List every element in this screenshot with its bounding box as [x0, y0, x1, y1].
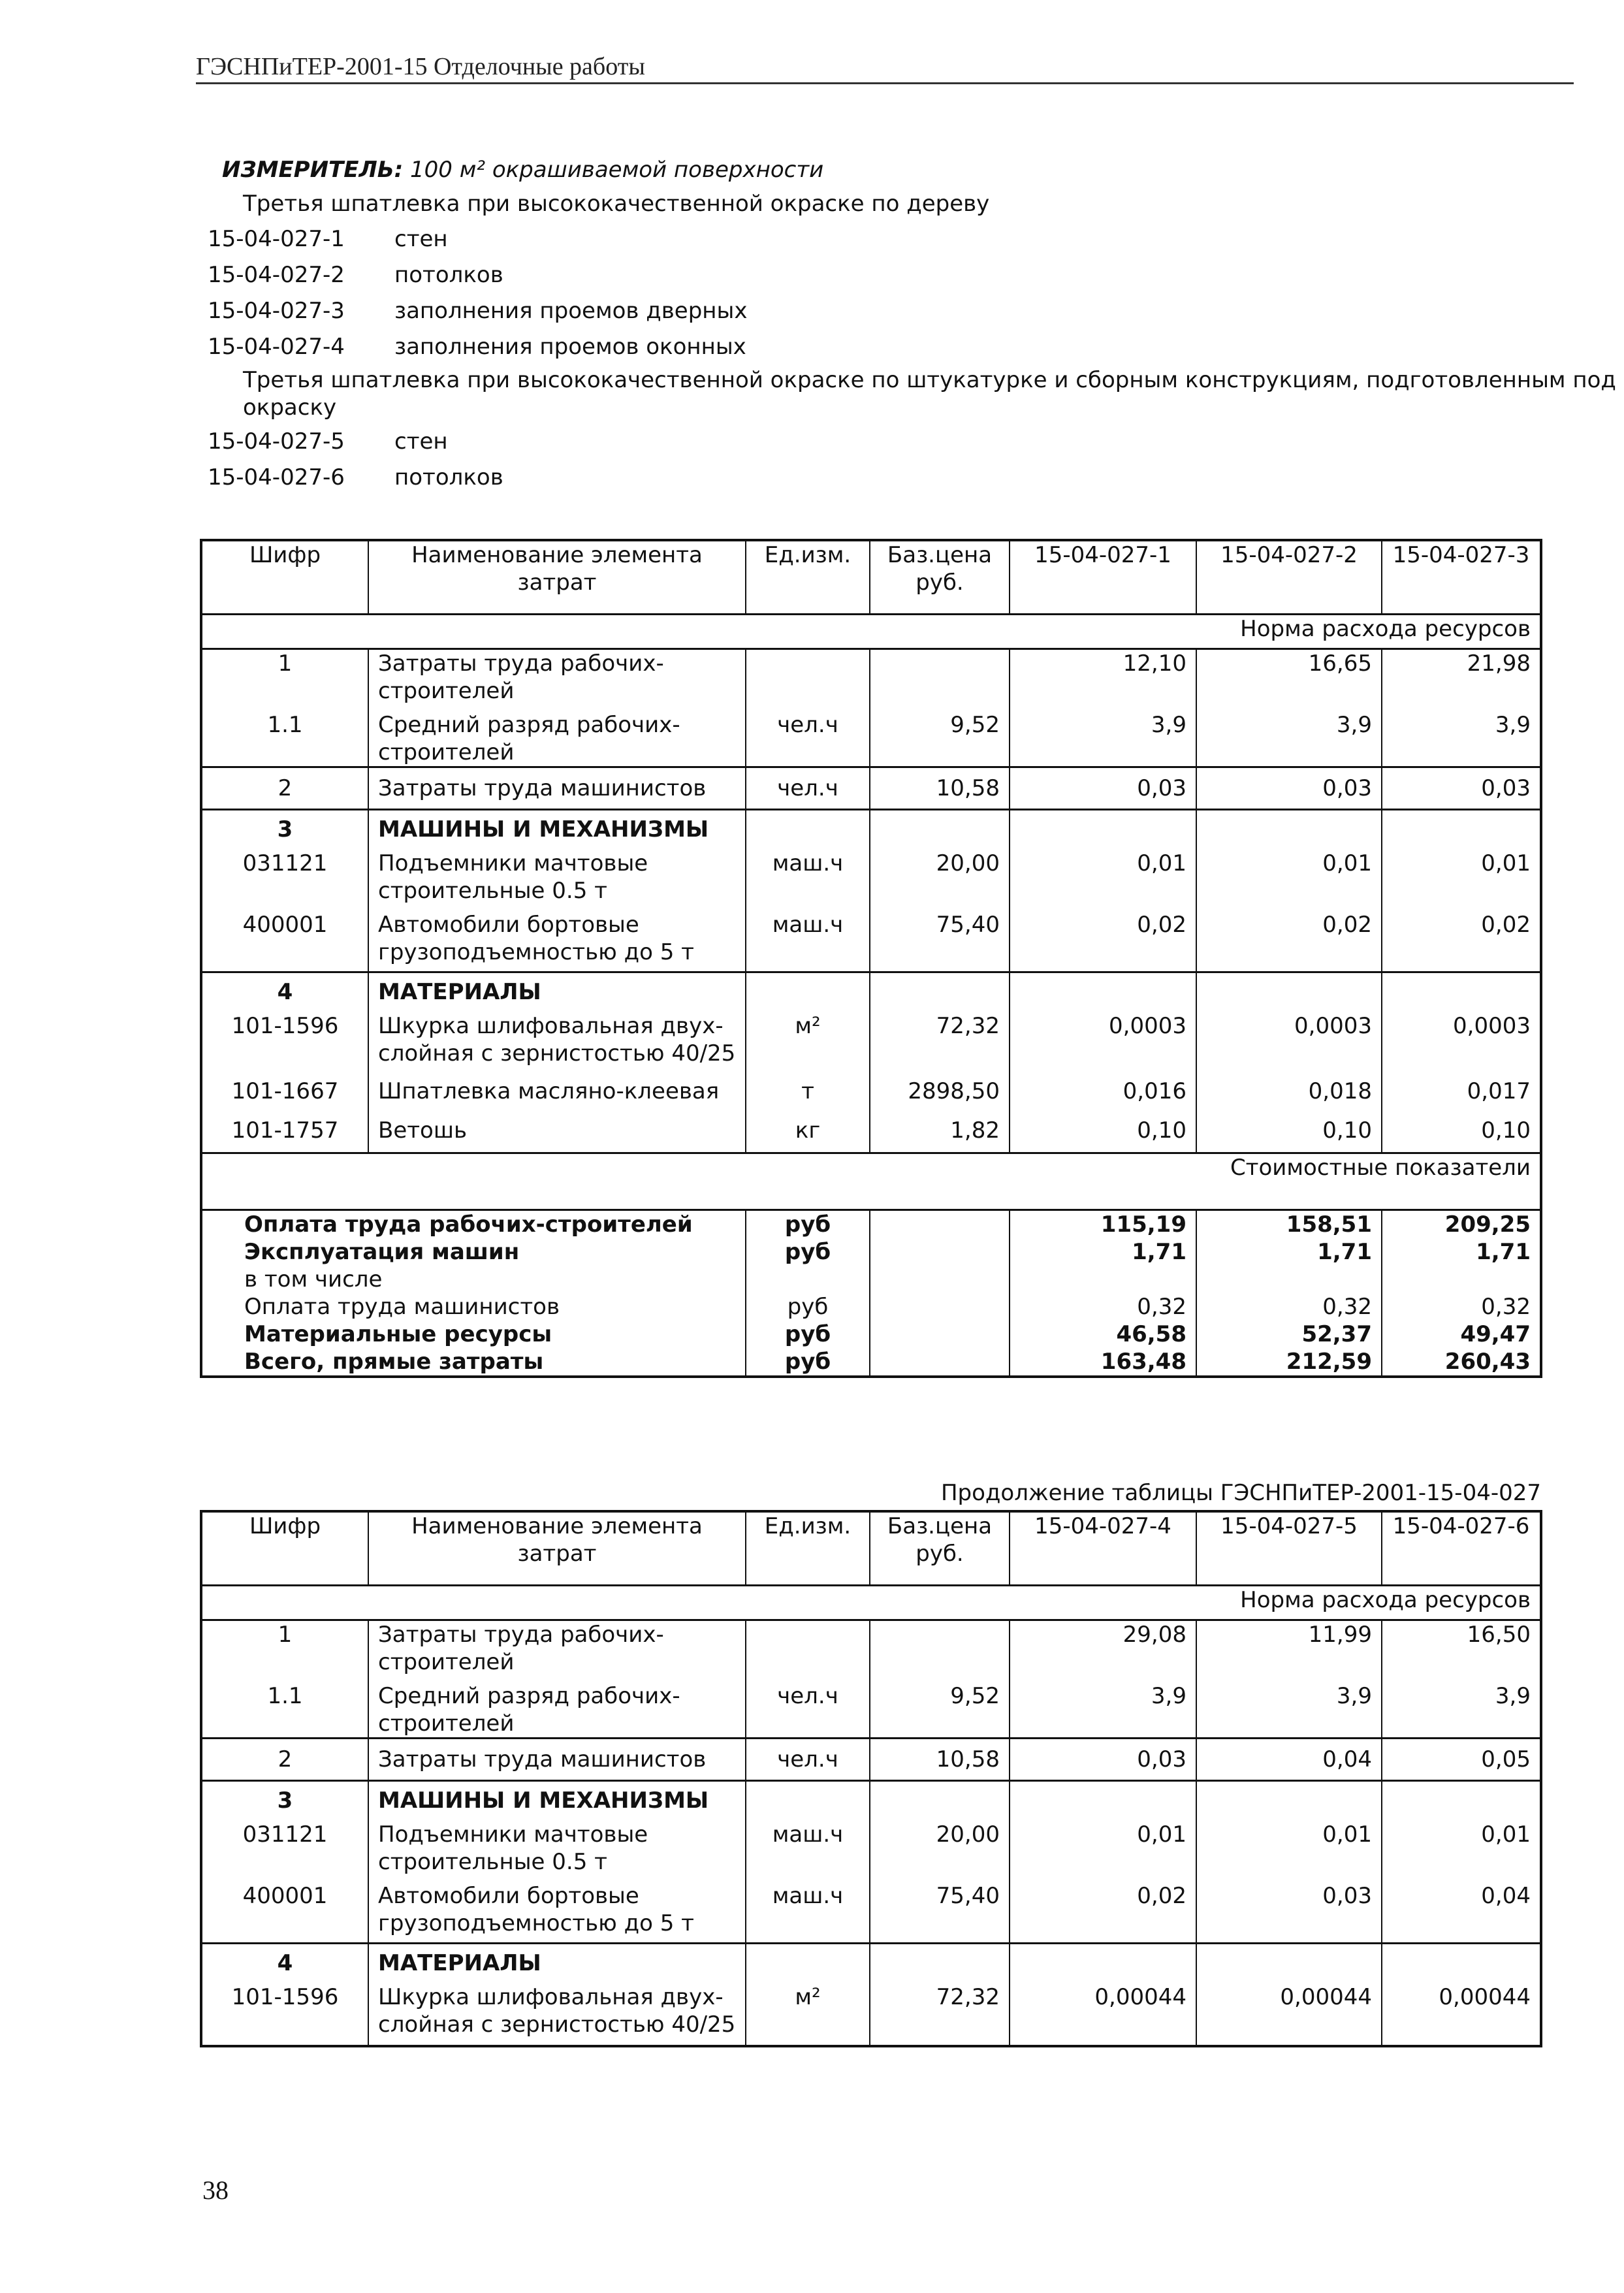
row-price: 1,82: [870, 1105, 1010, 1153]
row-unit: чел.ч: [746, 1739, 870, 1781]
totals-value: 158,51: [1196, 1210, 1382, 1239]
table-row: [201, 1105, 1541, 1153]
row-value: 0,01: [1382, 1814, 1541, 1876]
cost-label: Стоимостные показатели: [201, 1153, 1541, 1210]
group2-item: стен: [394, 428, 448, 455]
row-unit: чел.ч: [746, 1676, 870, 1739]
group1-code: 15-04-027-3: [208, 298, 345, 324]
row-value: 0,00044: [1382, 1977, 1541, 2046]
row-code: 2: [201, 1739, 368, 1781]
row-name: [368, 1814, 746, 1876]
row-unit: чел.ч: [746, 767, 870, 810]
totals-row: [201, 1348, 1541, 1377]
row-value: 0,018: [1196, 1067, 1382, 1105]
row-name: [368, 1876, 746, 1944]
row-value: 0,05: [1382, 1739, 1541, 1781]
row-unit: м²: [746, 1977, 870, 2046]
row-name: [368, 1676, 746, 1739]
row-unit: т: [746, 1067, 870, 1105]
totals-unit: руб: [746, 1210, 870, 1239]
row-name-line2: строителей: [378, 678, 515, 704]
row-unit: маш.ч: [746, 1814, 870, 1876]
table-row: [201, 1620, 1541, 1676]
totals-value: 1,71: [1010, 1238, 1196, 1266]
group1-item: заполнения проемов дверных: [394, 298, 748, 324]
row-value: 0,01: [1382, 843, 1541, 905]
col-header-unit: Ед.изм.: [746, 1511, 870, 1586]
group1-code: 15-04-027-2: [208, 262, 345, 288]
table-row: [201, 1876, 1541, 1944]
totals-row: [201, 1238, 1541, 1266]
group1-item: стен: [394, 226, 448, 252]
group1-item: заполнения проемов оконных: [394, 334, 746, 360]
row-code: 4: [201, 972, 368, 1006]
row-name-line2: строительные 0.5 т: [378, 1849, 607, 1875]
resource-table-1: [200, 539, 1542, 1378]
resources-label: Норма расхода ресурсов: [1240, 1587, 1531, 1613]
row-name-line1: Автомобили бортовые: [378, 1883, 639, 1909]
row-value: 3,9: [1382, 705, 1541, 767]
totals-value: 0,32: [1010, 1293, 1196, 1321]
row-name-line2: строителей: [378, 1649, 515, 1675]
totals-label: Материальные ресурсы: [244, 1321, 552, 1347]
row-name: Затраты труда машинистов: [368, 767, 746, 810]
group2-title-line1: Третья шпатлевка при высококачественной окраске по штукатурке и сборным конструкциям, подготовленным под: [243, 367, 1616, 393]
table-row: [201, 1006, 1541, 1067]
totals-label: Всего, прямые затраты: [244, 1349, 544, 1375]
row-value: 0,02: [1382, 905, 1541, 972]
row-name: [368, 905, 746, 972]
group2-item: потолков: [394, 464, 503, 490]
row-unit: м²: [746, 1006, 870, 1067]
row-code: 400001: [242, 912, 328, 938]
row-code: 101-1596: [231, 1013, 339, 1039]
totals-unit: руб: [746, 1293, 870, 1321]
table-row: [201, 1067, 1541, 1105]
totals-label: Оплата труда машинистов: [244, 1294, 560, 1320]
table-header-row: [201, 540, 1541, 615]
section-label-row: [201, 1153, 1541, 1210]
row-value: 0,03: [1196, 767, 1382, 810]
row-value: 3,9: [1010, 705, 1196, 767]
table-row: [201, 905, 1541, 972]
table-row: [201, 810, 1541, 844]
row-value: 0,00044: [1010, 1977, 1196, 2046]
page-header: ГЭСНПиТЕР-2001-15 Отделочные работы: [196, 53, 645, 80]
totals-row: [201, 1321, 1541, 1348]
row-price: [870, 1620, 1010, 1676]
row-value: 0,10: [1196, 1105, 1382, 1153]
section-title: МАТЕРИАЛЫ: [368, 1944, 746, 1978]
row-value: 3,9: [1196, 1676, 1382, 1739]
row-name: Затраты труда машинистов: [368, 1739, 746, 1781]
row-value: 0,02: [1196, 905, 1382, 972]
row-value: 21,98: [1382, 649, 1541, 705]
table-header-row: [201, 1511, 1541, 1586]
totals-unit: руб: [746, 1238, 870, 1266]
col-header-variant: 15-04-027-6: [1382, 1511, 1541, 1586]
row-name: Шпатлевка масляно-клеевая: [368, 1067, 746, 1105]
row-price: 75,40: [870, 1876, 1010, 1944]
row-unit: [746, 649, 870, 705]
row-unit: чел.ч: [746, 705, 870, 767]
row-code: 400001: [242, 1883, 328, 1909]
totals-label: Оплата труда рабочих-строителей: [201, 1210, 746, 1239]
page-number: 38: [202, 2175, 229, 2205]
table-row: [201, 1977, 1541, 2046]
row-value: 0,03: [1196, 1876, 1382, 1944]
table-row: [201, 843, 1541, 905]
row-name-line2: слойная с зернистостью 40/25: [378, 2012, 736, 2038]
row-name: [368, 1620, 746, 1676]
totals-value: 163,48: [1010, 1348, 1196, 1377]
col-header-name: Наименование элемента затрат: [368, 1511, 746, 1586]
col-header-variant: 15-04-027-3: [1382, 540, 1541, 615]
totals-value: 52,37: [1196, 1321, 1382, 1348]
row-name-line1: Подъемники мачтовые: [378, 1821, 648, 1848]
row-value: 0,00044: [1196, 1977, 1382, 2046]
col-header-code: Шифр: [249, 1513, 321, 1539]
row-name: Ветошь: [368, 1105, 746, 1153]
row-value: 0,10: [1010, 1105, 1196, 1153]
measure-label: ИЗМЕРИТЕЛЬ:: [222, 157, 404, 183]
totals-value: 0,32: [1196, 1293, 1382, 1321]
table-row: [201, 705, 1541, 767]
row-price: 72,32: [870, 1977, 1010, 2046]
row-name: [368, 843, 746, 905]
row-code: 1.1: [267, 1683, 303, 1709]
row-value: 3,9: [1010, 1676, 1196, 1739]
row-name-line1: Затраты труда рабочих-: [378, 650, 664, 677]
row-code: 101-1757: [231, 1117, 339, 1144]
row-unit: маш.ч: [746, 843, 870, 905]
row-code: 3: [201, 810, 368, 844]
row-code: 031121: [242, 850, 328, 876]
row-name: [368, 1006, 746, 1067]
table-row: [201, 767, 1541, 810]
price-header-line2: руб.: [915, 569, 964, 596]
row-name-line2: грузоподъемностью до 5 т: [378, 1910, 694, 1936]
row-value: 16,65: [1196, 649, 1382, 705]
row-value: 29,08: [1010, 1620, 1196, 1676]
row-value: 0,0003: [1196, 1006, 1382, 1067]
row-value: 0,0003: [1382, 1006, 1541, 1067]
row-price: 9,52: [870, 705, 1010, 767]
totals-label: в том числе: [244, 1266, 383, 1292]
row-code: 4: [201, 1944, 368, 1978]
row-name-line1: Затраты труда рабочих-: [378, 1622, 664, 1648]
row-code: 1.1: [267, 712, 303, 738]
row-value: 0,10: [1382, 1105, 1541, 1153]
row-unit: кг: [746, 1105, 870, 1153]
row-value: 0,03: [1010, 1739, 1196, 1781]
totals-row: [201, 1293, 1541, 1321]
totals-unit: руб: [746, 1321, 870, 1348]
row-value: 16,50: [1382, 1620, 1541, 1676]
group1-code: 15-04-027-1: [208, 226, 345, 252]
group1-code: 15-04-027-4: [208, 334, 345, 360]
row-name-line2: строительные 0.5 т: [378, 878, 607, 904]
totals-value: 260,43: [1382, 1348, 1541, 1377]
group2-code: 15-04-027-5: [208, 428, 345, 455]
table-row: [201, 1814, 1541, 1876]
row-code: 101-1596: [231, 1984, 339, 2010]
group1-title: Третья шпатлевка при высококачественной окраске по дереву: [243, 191, 990, 217]
table-row: [201, 1676, 1541, 1739]
header-rule: [196, 82, 1574, 84]
col-header-price: [870, 1511, 1010, 1586]
row-name-line1: Шкурка шлифовальная двух-: [378, 1013, 724, 1039]
row-value: 0,016: [1010, 1067, 1196, 1105]
row-value: 0,03: [1382, 767, 1541, 810]
col-header-name: Наименование элемента затрат: [368, 540, 746, 615]
col-header-variant: 15-04-027-5: [1196, 1511, 1382, 1586]
price-header-line1: Баз.цена: [887, 1513, 993, 1539]
row-name-line2: строителей: [378, 739, 515, 765]
row-value: 0,0003: [1010, 1006, 1196, 1067]
price-header-line1: Баз.цена: [887, 542, 993, 568]
row-name-line2: строителей: [378, 1710, 515, 1737]
group2-title-line2: окраску: [243, 394, 337, 421]
row-code: 1: [201, 649, 368, 705]
col-header-unit: Ед.изм.: [746, 540, 870, 615]
row-price: 10,58: [870, 1739, 1010, 1781]
row-code: 031121: [242, 1821, 328, 1848]
row-price: 20,00: [870, 843, 1010, 905]
row-value: 0,01: [1010, 843, 1196, 905]
row-code: 101-1667: [231, 1078, 339, 1104]
totals-value: 49,47: [1382, 1321, 1541, 1348]
table-row: [201, 649, 1541, 705]
row-name-line2: грузоподъемностью до 5 т: [378, 939, 694, 965]
row-code: 3: [201, 1781, 368, 1815]
totals-value: 46,58: [1010, 1321, 1196, 1348]
row-name-line1: Средний разряд рабочих-: [378, 712, 680, 738]
row-name-line1: Подъемники мачтовые: [378, 850, 648, 876]
row-value: 0,02: [1010, 1876, 1196, 1944]
row-name: [368, 1977, 746, 2046]
section-label-row: [201, 615, 1541, 649]
row-value: 0,01: [1010, 1814, 1196, 1876]
row-name: [368, 649, 746, 705]
table-row: [201, 1944, 1541, 1978]
row-unit: маш.ч: [746, 905, 870, 972]
row-value: 0,04: [1196, 1739, 1382, 1781]
group2-code: 15-04-027-6: [208, 464, 345, 490]
row-name-line1: Средний разряд рабочих-: [378, 1683, 680, 1709]
col-header-variant: 15-04-027-2: [1196, 540, 1382, 615]
section-title: МАТЕРИАЛЫ: [368, 972, 746, 1006]
resource-table-2: [200, 1510, 1542, 2047]
row-unit: [746, 1620, 870, 1676]
continuation-title: Продолжение таблицы ГЭСНПиТЕР-2001-15-04-027: [940, 1480, 1541, 1506]
row-value: 0,02: [1010, 905, 1196, 972]
totals-value: 209,25: [1382, 1210, 1541, 1239]
section-label-row: [201, 1586, 1541, 1620]
section-title: МАШИНЫ И МЕХАНИЗМЫ: [368, 1781, 746, 1815]
group1-item: потолков: [394, 262, 503, 288]
price-header-line2: руб.: [915, 1541, 964, 1567]
totals-value: 0,32: [1382, 1293, 1541, 1321]
measure-value: 100 м² окрашиваемой поверхности: [410, 157, 824, 183]
col-header-variant: 15-04-027-4: [1010, 1511, 1196, 1586]
row-name-line1: Автомобили бортовые: [378, 912, 639, 938]
row-value: 3,9: [1382, 1676, 1541, 1739]
row-value: 0,017: [1382, 1067, 1541, 1105]
row-name: [368, 705, 746, 767]
totals-value: 1,71: [1196, 1238, 1382, 1266]
table-row: [201, 972, 1541, 1006]
row-code: 2: [201, 767, 368, 810]
row-name-line2: слойная с зернистостью 40/25: [378, 1040, 736, 1066]
row-price: 10,58: [870, 767, 1010, 810]
totals-unit: руб: [746, 1348, 870, 1377]
row-value: 0,03: [1010, 767, 1196, 810]
col-header-variant: 15-04-027-1: [1010, 540, 1196, 615]
row-name-line1: Шкурка шлифовальная двух-: [378, 1984, 724, 2010]
totals-value: 1,71: [1382, 1238, 1541, 1266]
row-price: 2898,50: [870, 1067, 1010, 1105]
row-value: 3,9: [1196, 705, 1382, 767]
row-value: 0,04: [1382, 1876, 1541, 1944]
row-price: 20,00: [870, 1814, 1010, 1876]
section-title: МАШИНЫ И МЕХАНИЗМЫ: [368, 810, 746, 844]
col-header-price: [870, 540, 1010, 615]
row-code: 1: [201, 1620, 368, 1676]
row-price: 72,32: [870, 1006, 1010, 1067]
totals-row: [201, 1266, 1541, 1293]
row-price: 9,52: [870, 1676, 1010, 1739]
row-value: 0,01: [1196, 1814, 1382, 1876]
row-value: 0,01: [1196, 843, 1382, 905]
measure-line: [222, 157, 823, 183]
totals-value: 212,59: [1196, 1348, 1382, 1377]
table-row: [201, 1781, 1541, 1815]
resources-label: Норма расхода ресурсов: [1240, 616, 1531, 642]
row-value: 12,10: [1010, 649, 1196, 705]
row-price: 75,40: [870, 905, 1010, 972]
totals-label: Эксплуатация машин: [244, 1239, 520, 1265]
row-value: 11,99: [1196, 1620, 1382, 1676]
totals-value: 115,19: [1010, 1210, 1196, 1239]
totals-row: [201, 1210, 1541, 1239]
col-header-code: Шифр: [249, 542, 321, 568]
row-unit: маш.ч: [746, 1876, 870, 1944]
table-row: [201, 1739, 1541, 1781]
row-price: [870, 649, 1010, 705]
